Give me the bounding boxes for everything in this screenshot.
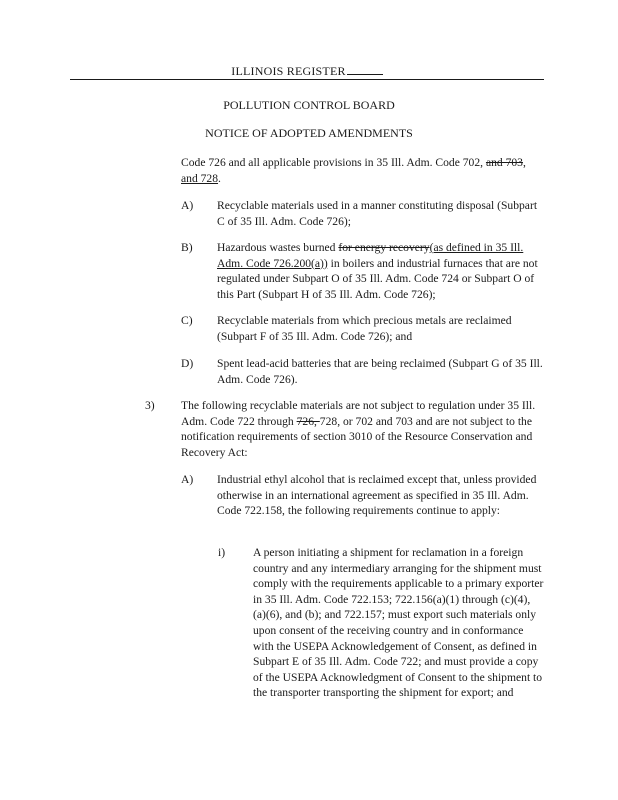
item-b-label: B) [181, 241, 193, 254]
intro-paragraph: Code 726 and all applicable provisions in 35 Ill. Adm. Code 702, and 703, and 728. [181, 156, 526, 185]
section-3-label: 3) [145, 399, 155, 412]
section-3-text: The following recyclable materials are not subject to regulation under 35 Ill. Adm. Code 722 through 726, 728, or 702 and 703 and are not subject to the notification requirements of section 3010 of the Resource Conservation and Recovery Act: [181, 399, 536, 459]
sub-3a-i-text: A person initiating a shipment for reclamation in a foreign country and any intermediary arranging for the shipment must comply with the requirements applicable to a primary exporter in 35 Ill. Adm. Code 722.153; 722.156(a)(1) through (c)(4), (a)(6), and (b); and 722.157; must export such materials only upon consent of the receiving country and in conformance with the USEPA Acknowledgement of Consent, as defined in Subpart E of 35 Ill. Adm. Code 722; and must provide a copy of the USEPA Acknowledgment of Consent to the shipment to the transporter transporting the shipment for export; and [253, 546, 544, 700]
notice-title: NOTICE OF ADOPTED AMENDMENTS [205, 126, 413, 140]
item-a-text: Recyclable materials used in a manner constituting disposal (Subpart C of 35 Ill. Adm. Code 726); [217, 199, 538, 228]
page-number-blank [347, 66, 383, 75]
sub-3a-label: A) [181, 473, 194, 486]
item-b-text: Hazardous wastes burned for energy recovery(as defined in 35 Ill. Adm. Code 726.200(a)) in boilers and industrial furnaces that are not regulated under Subpart O of 35 Ill. Adm. Code 724 or Subpart O of this Part (Subpart H of 35 Ill. Adm. Code 726); [217, 241, 538, 301]
item-c-label: C) [181, 314, 193, 327]
header-rule [70, 79, 544, 80]
register-title: ILLINOIS REGISTER [231, 64, 346, 78]
inserted-text: and 728 [181, 171, 219, 185]
deleted-text: for energy recovery [338, 241, 430, 254]
sub-3a-text: Industrial ethyl alcohol that is reclaimed except that, unless provided otherwise in an international agreement as specified in 35 Ill. Adm. Code 722.158, the following requirements continue to apply: [217, 473, 537, 518]
deleted-text: 726, [296, 414, 320, 428]
board-name: POLLUTION CONTROL BOARD [223, 98, 395, 112]
item-a-label: A) [181, 199, 194, 212]
item-c-text: Recyclable materials from which precious metals are reclaimed (Subpart F of 35 Ill. Adm. Code 726); and [217, 314, 512, 343]
inserted-text: (as defined in 35 Ill. Adm. Code 726.200(a)) [217, 241, 524, 270]
register-header [70, 64, 544, 79]
item-d-label: D) [181, 357, 194, 370]
item-d-text: Spent lead-acid batteries that are being reclaimed (Subpart G of 35 Ill. Adm. Code 726). [217, 357, 543, 386]
deleted-text: and 703 [485, 156, 523, 169]
sub-3a-i-label: i) [218, 546, 226, 559]
